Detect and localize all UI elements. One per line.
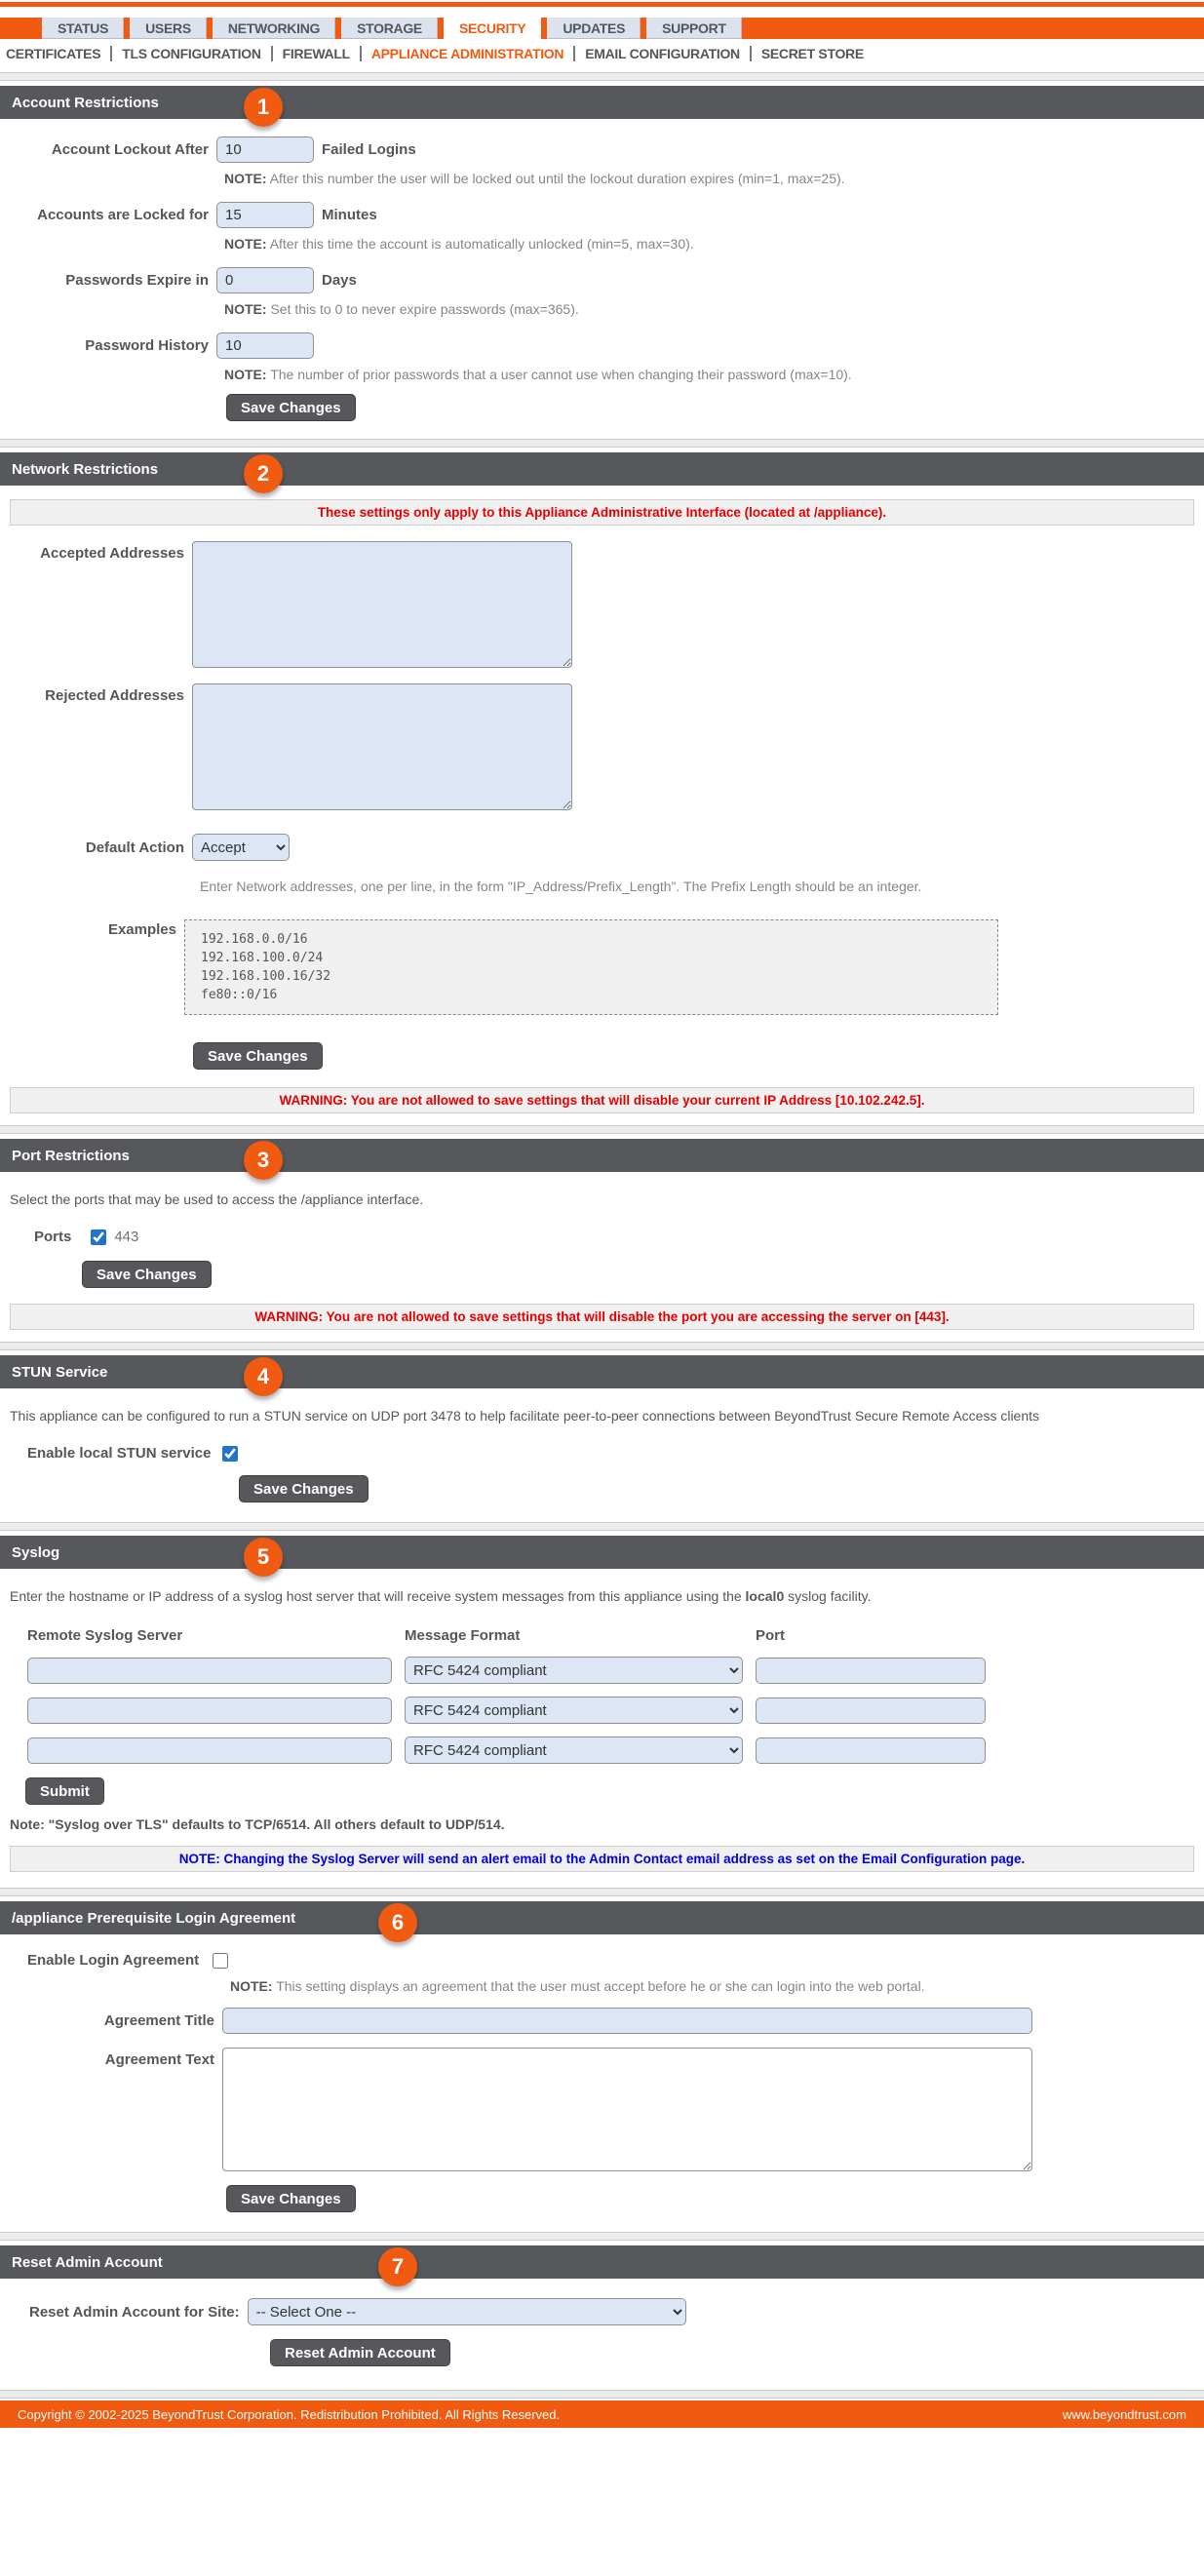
login-agreement-save-button[interactable]: Save Changes xyxy=(226,2185,356,2212)
section-divider xyxy=(0,2232,1204,2241)
agreement-text-textarea[interactable] xyxy=(222,2048,1032,2171)
reset-site-row xyxy=(29,2298,1204,2325)
ports-row xyxy=(34,1229,1204,1245)
section-divider xyxy=(0,1342,1204,1350)
column-header-server: Remote Syslog Server xyxy=(27,1627,183,1644)
footer-bar xyxy=(0,2400,1204,2428)
default-action-select[interactable] xyxy=(192,834,290,861)
message-format-select-3[interactable] xyxy=(405,1737,743,1764)
reset-site-select[interactable] xyxy=(248,2298,686,2325)
copyright-text: Copyright © 2002-2025 BeyondTrust Corporation. Redistribution Prohibited. All Rights Reserved. xyxy=(18,2406,561,2422)
section-divider xyxy=(0,1522,1204,1531)
syslog-port-input-1[interactable] xyxy=(756,1658,986,1684)
password-expire-label: Passwords Expire in xyxy=(65,272,209,289)
syslog-server-input-1[interactable] xyxy=(27,1658,392,1684)
step-badge-7: 7 xyxy=(378,2247,417,2286)
section-divider xyxy=(0,439,1204,448)
tab-networking[interactable]: NETWORKING xyxy=(207,18,335,39)
account-lockout-note: NOTE: After this number the user will be locked out until the lockout duration expires (min=1, max=25). xyxy=(224,171,845,186)
network-restrictions-header xyxy=(0,452,1204,486)
sub-nav xyxy=(0,43,1204,64)
default-action-row xyxy=(0,834,1204,861)
syslog-banner: NOTE: Changing the Syslog Server will send an alert email to the Admin Contact email address as set on the Email Configuration page. xyxy=(10,1846,1194,1872)
rejected-addresses-textarea[interactable] xyxy=(192,683,572,810)
default-action-label: Default Action xyxy=(85,839,184,856)
account-restrictions-header xyxy=(0,86,1204,119)
agreement-title-row xyxy=(0,2008,1204,2034)
port-443-label: 443 xyxy=(114,1229,139,1245)
section-title: Account Restrictions xyxy=(12,94,159,111)
failed-logins-suffix: Failed Logins xyxy=(322,141,416,158)
section-divider xyxy=(0,1888,1204,1896)
section-title: Port Restrictions xyxy=(12,1147,130,1164)
column-header-format: Message Format xyxy=(405,1627,521,1644)
tab-users[interactable]: USERS xyxy=(124,18,207,39)
account-restrictions-save-button[interactable]: Save Changes xyxy=(226,394,356,421)
step-badge-6: 6 xyxy=(378,1903,417,1942)
password-expire-note: NOTE: Set this to 0 to never expire passwords (max=365). xyxy=(224,301,579,317)
section-title: /appliance Prerequisite Login Agreement xyxy=(12,1909,296,1927)
message-format-select-2[interactable] xyxy=(405,1697,743,1724)
accepted-addresses-row xyxy=(0,541,1204,668)
subtab-secret-store[interactable]: SECRET STORE xyxy=(760,46,864,61)
syslog-note: Note: "Syslog over TLS" defaults to TCP/6514. All others default to UDP/514. xyxy=(10,1816,505,1832)
stun-service-header xyxy=(0,1355,1204,1388)
lockout-duration-input[interactable] xyxy=(216,202,314,228)
section-title: Network Restrictions xyxy=(12,460,159,478)
enable-login-agreement-row xyxy=(27,1952,1204,1969)
tab-storage[interactable]: STORAGE xyxy=(335,18,438,39)
example-address: fe80::0/16 xyxy=(201,988,278,1002)
syslog-table xyxy=(27,1627,1204,1764)
port-restrictions-header xyxy=(0,1139,1204,1172)
accepted-addresses-textarea[interactable] xyxy=(192,541,572,668)
network-address-hint: Enter Network addresses, one per line, in the form "IP_Address/Prefix_Length". The Prefix Length should be an integer. xyxy=(200,878,922,894)
lockout-duration-label: Accounts are Locked for xyxy=(37,207,209,223)
subtab-email-configuration[interactable]: EMAIL CONFIGURATION xyxy=(575,46,752,61)
port-restrictions-intro: Select the ports that may be used to access the /appliance interface. xyxy=(10,1191,424,1207)
syslog-port-input-3[interactable] xyxy=(756,1737,986,1764)
enable-stun-row xyxy=(27,1445,1204,1462)
reset-admin-header xyxy=(0,2245,1204,2279)
column-header-port: Port xyxy=(756,1627,785,1644)
enable-login-agreement-checkbox[interactable] xyxy=(213,1953,228,1969)
step-badge-5: 5 xyxy=(244,1538,283,1577)
main-tab-bar xyxy=(0,18,1204,39)
account-lockout-input[interactable] xyxy=(216,137,314,163)
minutes-suffix: Minutes xyxy=(322,207,377,223)
example-address: 192.168.100.0/24 xyxy=(201,951,324,965)
account-lockout-label: Account Lockout After xyxy=(51,141,209,158)
agreement-text-row xyxy=(0,2048,1204,2171)
login-agreement-note: NOTE: This setting displays an agreement that the user must accept before he or she can login into the web portal. xyxy=(230,1978,925,1994)
section-title: Syslog xyxy=(12,1543,60,1561)
enable-login-agreement-label: Enable Login Agreement xyxy=(27,1952,200,1969)
step-badge-2: 2 xyxy=(244,454,283,493)
lockout-duration-row xyxy=(0,202,1204,228)
step-badge-1: 1 xyxy=(244,88,283,127)
port-restrictions-save-button[interactable]: Save Changes xyxy=(82,1261,212,1288)
agreement-text-label: Agreement Text xyxy=(104,2051,214,2068)
password-expire-input[interactable] xyxy=(216,267,314,293)
subtab-certificates[interactable]: CERTIFICATES xyxy=(0,46,112,61)
network-restrictions-save-button[interactable]: Save Changes xyxy=(193,1042,323,1070)
tab-updates[interactable]: UPDATES xyxy=(541,18,641,39)
days-suffix: Days xyxy=(322,272,357,289)
step-badge-4: 4 xyxy=(244,1357,283,1396)
ports-label: Ports xyxy=(34,1229,72,1245)
reset-admin-account-button[interactable]: Reset Admin Account xyxy=(270,2339,450,2366)
subtab-tls-configuration[interactable]: TLS CONFIGURATION xyxy=(112,46,272,61)
rejected-addresses-row xyxy=(0,683,1204,810)
step-badge-3: 3 xyxy=(244,1141,283,1180)
port-443-checkbox[interactable] xyxy=(91,1229,106,1245)
syslog-server-input-3[interactable] xyxy=(27,1737,392,1764)
reset-site-label: Reset Admin Account for Site: xyxy=(29,2303,240,2321)
syslog-server-input-2[interactable] xyxy=(27,1698,392,1724)
example-address: 192.168.0.0/16 xyxy=(201,932,308,947)
section-divider xyxy=(0,72,1204,81)
stun-service-description: This appliance can be configured to run a STUN service on UDP port 3478 to help facilitate peer-to-peer connections between BeyondTrust Secure Remote Access clients xyxy=(10,1408,1040,1424)
password-history-input[interactable] xyxy=(216,332,314,359)
examples-row xyxy=(0,919,1204,1015)
password-history-row xyxy=(0,332,1204,359)
accepted-addresses-label: Accepted Addresses xyxy=(40,545,184,562)
stun-service-save-button[interactable]: Save Changes xyxy=(239,1475,369,1503)
agreement-title-label: Agreement Title xyxy=(103,2012,214,2029)
rejected-addresses-label: Rejected Addresses xyxy=(45,687,184,704)
subtab-appliance-administration[interactable]: APPLIANCE ADMINISTRATION xyxy=(362,46,575,61)
enable-stun-label: Enable local STUN service xyxy=(27,1445,212,1462)
account-lockout-row xyxy=(0,137,1204,163)
syslog-description: Enter the hostname or IP address of a syslog host server that will receive system messages from this appliance using the local0 syslog facility. xyxy=(10,1588,872,1604)
network-restrictions-banner: These settings only apply to this Appliance Administrative Interface (located at /appliance). xyxy=(10,499,1194,526)
enable-stun-checkbox[interactable] xyxy=(222,1446,238,1462)
examples-box xyxy=(184,919,998,1015)
agreement-title-input[interactable] xyxy=(222,2008,1032,2034)
syslog-port-input-2[interactable] xyxy=(756,1698,986,1724)
section-title: STUN Service xyxy=(12,1363,108,1381)
website-link[interactable]: www.beyondtrust.com xyxy=(1062,2406,1186,2422)
message-format-select-1[interactable] xyxy=(405,1657,743,1684)
footer-divider xyxy=(0,2390,1204,2399)
brand-block xyxy=(0,18,36,39)
network-restrictions-warning: WARNING: You are not allowed to save settings that will disable your current IP Address [10.102.242.5]. xyxy=(10,1087,1194,1113)
section-title: Reset Admin Account xyxy=(12,2253,163,2271)
tab-support[interactable]: SUPPORT xyxy=(641,18,742,39)
tabbar-filler xyxy=(742,18,1204,39)
port-restrictions-warning: WARNING: You are not allowed to save settings that will disable the port you are accessing the server on [443]. xyxy=(10,1304,1194,1330)
subtab-firewall[interactable]: FIREWALL xyxy=(273,46,362,61)
login-agreement-header xyxy=(0,1901,1204,1934)
example-address: 192.168.100.16/32 xyxy=(201,969,331,984)
password-history-label: Password History xyxy=(85,337,209,354)
examples-label: Examples xyxy=(107,921,176,938)
tab-security[interactable]: SECURITY xyxy=(438,18,541,39)
password-history-note: NOTE: The number of prior passwords that a user cannot use when changing their password (max=10). xyxy=(224,367,852,382)
tab-status[interactable]: STATUS xyxy=(36,18,124,39)
lockout-duration-note: NOTE: After this time the account is automatically unlocked (min=5, max=30). xyxy=(224,236,694,252)
syslog-submit-button[interactable]: Submit xyxy=(25,1777,104,1805)
section-divider xyxy=(0,1125,1204,1134)
password-expire-row xyxy=(0,267,1204,293)
top-orange-strip xyxy=(0,2,1204,7)
syslog-header xyxy=(0,1536,1204,1569)
